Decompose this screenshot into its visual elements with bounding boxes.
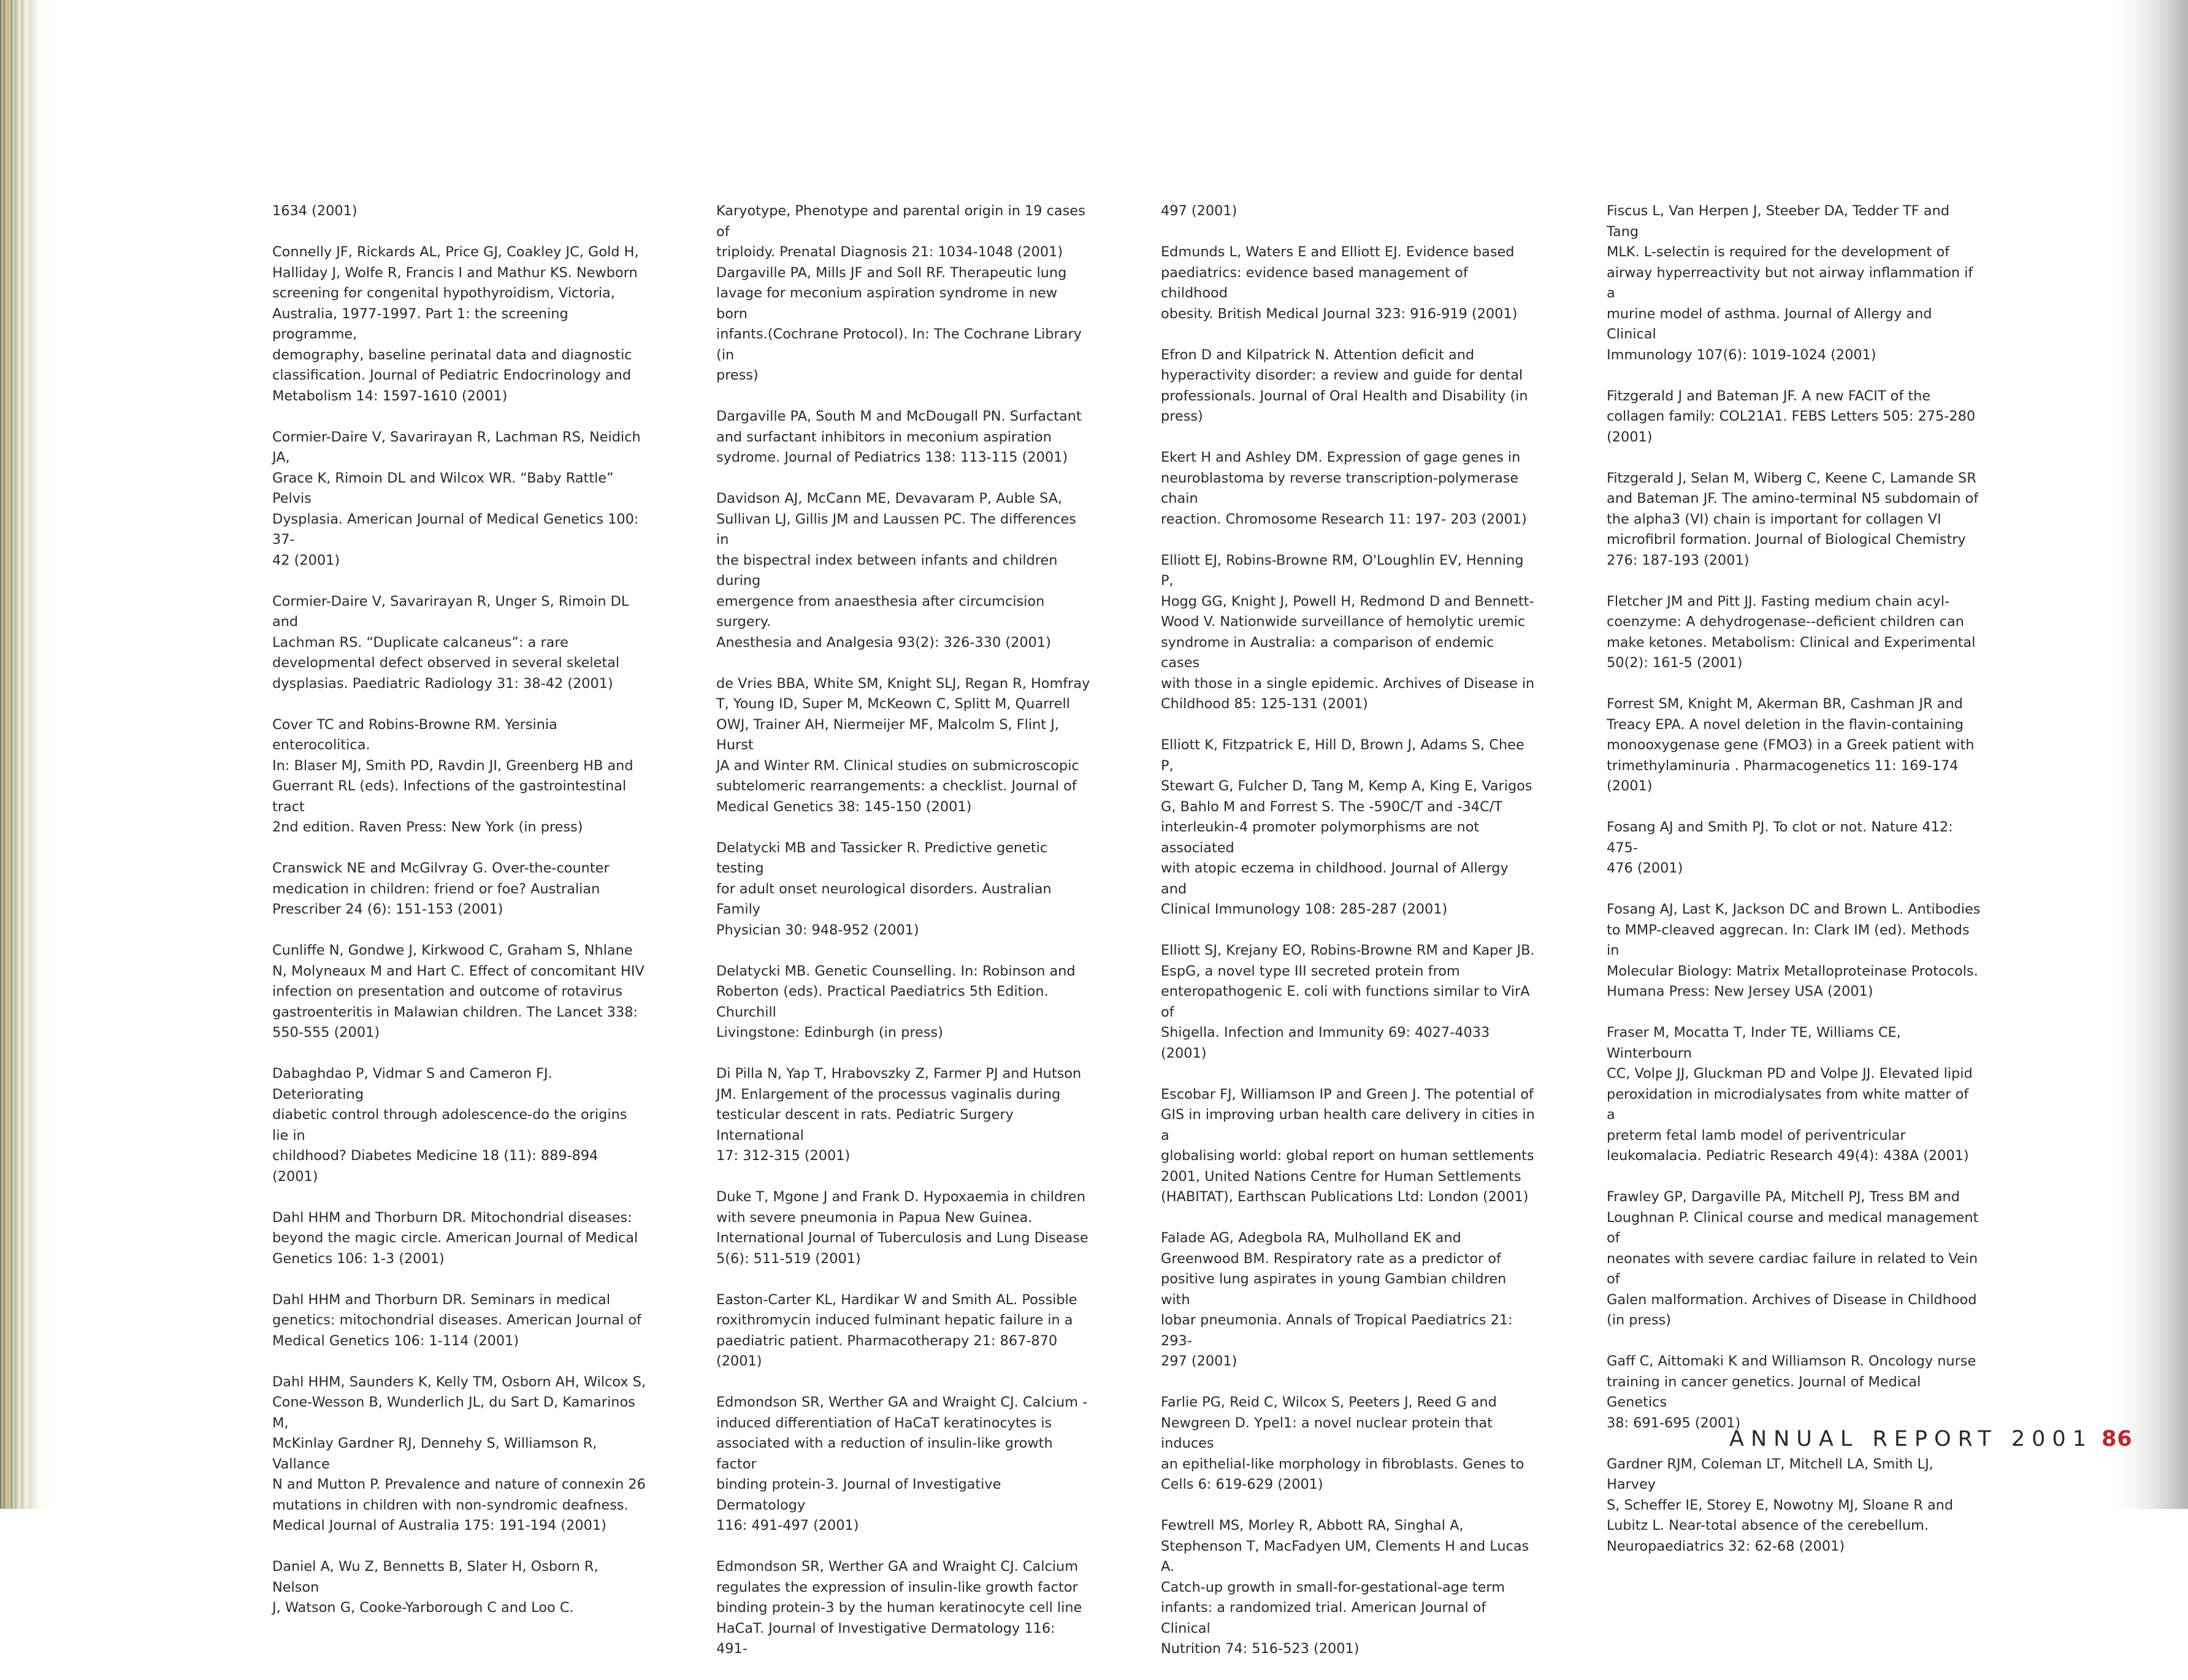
reference-entry: Connelly JF, Rickards AL, Price GJ, Coakley JC, Gold H, Halliday J, Wolfe R, Francis I and Mathur KS. Newborn screening for congenital hypothyroidism, Victoria, Australia, 1977-1997. Part 1: the screening programme, demography, baseline perinatal data and diagnostic classification. Journal of Pediatric Endocrinology and Metabolism 14: 1597-1610 (2001) [272, 244, 639, 404]
page-footer [1729, 1427, 2133, 1451]
reference-entry: Cranswick NE and McGilvray G. Over-the-counter medication in children: friend or foe? Australian Prescriber 24 (6): 151-153 (2001) [272, 860, 610, 917]
reference-entry: Karyotype, Phenotype and parental origin in 19 cases of triploidy. Prenatal Diagnosis 21: 1034-1048 (2001) Dargaville PA, Mills JF and Soll RF. Therapeutic lung lavage for meconium aspiration syndrome in new born infants.(Cochrane Protocol). In: The Cochrane Library (in press) [716, 203, 1085, 383]
reference-entry: Dahl HHM and Thorburn DR. Seminars in medical genetics: mitochondrial diseases. American Journal of Medical Genetics 106: 1-114 (2001) [272, 1291, 641, 1349]
footer-label: ANNUAL REPORT 2001 [1729, 1427, 2093, 1451]
reference-entry: Duke T, Mgone J and Frank D. Hypoxaemia in children with severe pneumonia in Papua New Guinea. International Journal of Tuberculosis and Lung Disease 5(6): 511-519 (2001) [716, 1189, 1088, 1267]
reference-entry: Gardner RJM, Coleman LT, Mitchell LA, Smith LJ, Harvey S, Scheffer IE, Storey E, Nowotny MJ, Sloane R and Lubitz L. Near-total absence of the cerebellum. Neuropaediatrics 32: 62-68 (2001) [1607, 1456, 1954, 1554]
reference-entry: Fitzgerald J and Bateman JF. A new FACIT of the collagen family: COL21A1. FEBS Letters 505: 275-280 (2001) [1607, 388, 1976, 445]
reference-entry: de Vries BBA, White SM, Knight SLJ, Regan R, Homfray T, Young ID, Super M, McKeown C, Splitt M, Quarrell OWJ, Trainer AH, Niermeijer MF, Malcolm S, Flint J, Hurst JA and Winter RM. Clinical studies on submicroscopic subtelomeric rearrangements: a checklist. Journal of Medical Genetics 38: 145-150 (2001) [716, 675, 1090, 815]
reference-entry: Easton-Carter KL, Hardikar W and Smith AL. Possible roxithromycin induced fulminant hepatic failure in a paediatric patient. Pharmacotherapy 21: 867-870 (2001) [716, 1291, 1077, 1369]
reference-entry: Escobar FJ, Williamson IP and Green J. The potential of GIS in improving urban health care delivery in cities in a globalising world: global report on human settlements 2001, United Nations Centre for Human Settlements (HABITAT), Earthscan Publications Ltd: London (2001) [1161, 1086, 1535, 1205]
reference-entry: Ekert H and Ashley DM. Expression of gage genes in neuroblastoma by reverse transcription-polymerase chain reaction. Chromosome Research 11: 197- 203 (2001) [1161, 449, 1527, 527]
reference-entry: Falade AG, Adegbola RA, Mulholland EK and Greenwood BM. Respiratory rate as a predictor of positive lung aspirates in young Gambian children with lobar pneumonia. Annals of Tropical Paediatrics 21: 293- 297 (2001) [1161, 1230, 1513, 1369]
reference-entry: Fiscus L, Van Herpen J, Steeber DA, Tedder TF and Tang MLK. L-selectin is required for the development of airway hyperreactivity but not airway inflammation if a murine model of asthma. Journal of Allergy and Clinical Immunology 107(6): 1019-1024 (2001) [1607, 203, 1973, 363]
reference-entry: 497 (2001) [1161, 203, 1237, 219]
reference-entry: Di Pilla N, Yap T, Hrabovszky Z, Farmer PJ and Hutson JM. Enlargement of the processus vaginalis during testicular descent in rats. Pediatric Surgery International 17: 312-315 (2001) [716, 1066, 1082, 1164]
reference-entry: Dahl HHM and Thorburn DR. Mitochondrial diseases: beyond the magic circle. American Journal of Medical Genetics 106: 1-3 (2001) [272, 1209, 638, 1267]
reference-entry: Daniel A, Wu Z, Bennetts B, Slater H, Osborn R, Nelson J, Watson G, Cooke-Yarborough C and Loo C. [272, 1559, 599, 1616]
page-number: 86 [2101, 1427, 2133, 1451]
reference-entry: Efron D and Kilpatrick N. Attention deficit and hyperactivity disorder: a review and guide for dental professionals. Journal of Oral Health and Disability (in press) [1161, 346, 1528, 424]
reference-entry: Cormier-Daire V, Savarirayan R, Unger S, Rimoin DL and Lachman RS. “Duplicate calcaneus”: a rare developmental defect observed in several skeletal dysplasias. Paediatric Radiology 31: 38-42 (2001) [272, 593, 629, 692]
reference-entry: Edmondson SR, Werther GA and Wraight CJ. Calcium - induced differentiation of HaCaT keratinocytes is associated with a reduction of insulin-like growth factor binding protein-3. Journal of Investigative Dermatology 116: 491-497 (2001) [716, 1394, 1088, 1533]
reference-entry: Dabaghdao P, Vidmar S and Cameron FJ. Deteriorating diabetic control through adolescence-do the origins lie in childhood? Diabetes Medicine 18 (11): 889-894 (2001) [272, 1066, 627, 1185]
reference-column-2 [716, 201, 1090, 1680]
reference-entry: Edmunds L, Waters E and Elliott EJ. Evidence based paediatrics: evidence based management of childhood obesity. British Medical Journal 323: 916-919 (2001) [1161, 244, 1518, 322]
reference-entry: Fosang AJ and Smith PJ. To clot or not. Nature 412: 475- 476 (2001) [1607, 819, 1953, 876]
reference-entry: Forrest SM, Knight M, Akerman BR, Cashman JR and Treacy EPA. A novel deletion in the flavin-containing monooxygenase gene (FMO3) in a Greek patient with trimethylaminuria . Pharmacogenetics 11: 169-174 (2001) [1607, 696, 1975, 794]
reference-entry: Gaff C, Aittomaki K and Williamson R. Oncology nurse training in cancer genetics. Journal of Medical Genetics 38: 691-695 (2001) [1607, 1353, 1976, 1431]
reference-entry: Fewtrell MS, Morley R, Abbott RA, Singhal A, Stephenson T, MacFadyen UM, Clements H and Lucas A. Catch-up growth in small-for-gestational-age term infants: a randomized trial. American Journal of Clinical Nutrition 74: 516-523 (2001) [1161, 1518, 1529, 1657]
reference-entry: Fraser M, Mocatta T, Inder TE, Williams CE, Winterbourn CC, Volpe JJ, Gluckman PD and Volpe JJ. Elevated lipid peroxidation in microdialysates from white matter of a preterm fetal lamb model of periventricular leukomalacia. Pediatric Research 49(4): 438A (2001) [1607, 1025, 1973, 1164]
reference-column-4 [1607, 201, 1981, 1578]
reference-entry: Fosang AJ, Last K, Jackson DC and Brown L. Antibodies to MMP-cleaved aggrecan. In: Clark IM (ed). Methods in Molecular Biology: Matrix Metalloproteinase Protocols. Humana Press: New Jersey USA (2001) [1607, 901, 1981, 999]
reference-entry: Cover TC and Robins-Browne RM. Yersinia enterocolitica. In: Blaser MJ, Smith PD, Ravdin JI, Greenberg HB and Guerrant RL (eds). Infections of the gastrointestinal tract 2nd edition. Raven Press: New York (in press) [272, 716, 633, 835]
reference-entry: Cunliffe N, Gondwe J, Kirkwood C, Graham S, Nhlane N, Molyneaux M and Hart C. Effect of concomitant HIV infection on presentation and outcome of rotavirus gastroenteritis in Malawian children. The Lancet 338: 550-555 (2001) [272, 942, 645, 1040]
reference-entry: Cormier-Daire V, Savarirayan R, Lachman RS, Neidich JA, Grace K, Rimoin DL and Wilcox WR. “Baby Rattle” Pelvis Dysplasia. American Journal of Medical Genetics 100: 37- 42 (2001) [272, 429, 641, 568]
reference-entry: Elliott EJ, Robins-Browne RM, O'Loughlin EV, Henning P, Hogg GG, Knight J, Powell H, Redmond D and Bennett- Wood V. Nationwide surveillance of hemolytic uremic syndrome in Australia: a comparison of endemic cases with those in a single epidemic. Archives of Disease in Childhood 85: 125-131 (2001) [1161, 552, 1535, 712]
reference-column-3 [1161, 201, 1535, 1680]
reference-column-1 [272, 201, 646, 1639]
reference-entry: Dargaville PA, South M and McDougall PN. Surfactant and surfactant inhibitors in meconium aspiration sydrome. Journal of Pediatrics 138: 113-115 (2001) [716, 408, 1082, 465]
reference-entry: Elliott K, Fitzpatrick E, Hill D, Brown J, Adams S, Chee P, Stewart G, Fulcher D, Tang M, Kemp A, King E, Varigos G, Bahlo M and Forrest S. The -590C/T and -34C/T interleukin-4 promoter polymorphisms are not associated with atopic eczema in childhood. Journal of Allergy and Clinical Immunology 108: 285-287 (2001) [1161, 737, 1532, 917]
page-edge-right [2114, 0, 2188, 1509]
reference-entry: Delatycki MB and Tassicker R. Predictive genetic testing for adult onset neurological disorders. Australian Family Physician 30: 948-952 (2001) [716, 839, 1052, 938]
reference-entry: Frawley GP, Dargaville PA, Mitchell PJ, Tress BM and Loughnan P. Clinical course and medical management of neonates with severe cardiac failure in related to Vein of Galen malformation. Archives of Disease in Childhood (in press) [1607, 1189, 1979, 1328]
reference-entry: Fitzgerald J, Selan M, Wiberg C, Keene C, Lamande SR and Bateman JF. The amino-terminal N5 subdomain of the alpha3 (VI) chain is important for collagen VI microfibril formation. Journal of Biological Chemistry 276: 187-193 (2001) [1607, 470, 1979, 568]
page-edge-left [0, 0, 58, 1509]
reference-entry: 1634 (2001) [272, 203, 358, 219]
reference-entry: Elliott SJ, Krejany EO, Robins-Browne RM and Kaper JB. EspG, a novel type III secreted protein from enteropathogenic E. coli with functions similar to VirA of Shigella. Infection and Immunity 69: 4027-4033 (2001) [1161, 942, 1535, 1061]
reference-entry: Fletcher JM and Pitt JJ. Fasting medium chain acyl- coenzyme: A dehydrogenase--deficient children can make ketones. Metabolism: Clinical and Experimental 50(2): 161-5 (2001) [1607, 593, 1976, 671]
reference-entry: Dahl HHM, Saunders K, Kelly TM, Osborn AH, Wilcox S, Cone-Wesson B, Wunderlich JL, du Sart D, Kamarinos M, McKinlay Gardner RJ, Dennehy S, Williamson R, Vallance N and Mutton P. Prevalence and nature of connexin 26 mutations in children with non-syndromic deafness. Medical Journal of Australia 175: 191-194 (2001) [272, 1373, 646, 1533]
reference-entry: Davidson AJ, McCann ME, Devavaram P, Auble SA, Sullivan LJ, Gillis JM and Laussen PC. The differences in the bispectral index between infants and children during emergence from anaesthesia after circumcision surgery. Anesthesia and Analgesia 93(2): 326-330 (2001) [716, 491, 1076, 651]
reference-entry: Farlie PG, Reid C, Wilcox S, Peeters J, Reed G and Newgreen D. Ypel1: a novel nuclear protein that induces an epithelial-like morphology in fibroblasts. Genes to Cells 6: 619-629 (2001) [1161, 1394, 1524, 1492]
reference-entry: Delatycki MB. Genetic Counselling. In: Robinson and Roberton (eds). Practical Paediatrics 5th Edition. Churchill Livingstone: Edinburgh (in press) [716, 963, 1076, 1040]
reference-entry: Edmondson SR, Werther GA and Wraight CJ. Calcium regulates the expression of insulin-like growth factor binding protein-3 by the human keratinocyte cell line HaCaT. Journal of Investigative Dermatology 116: 491- [716, 1559, 1082, 1657]
